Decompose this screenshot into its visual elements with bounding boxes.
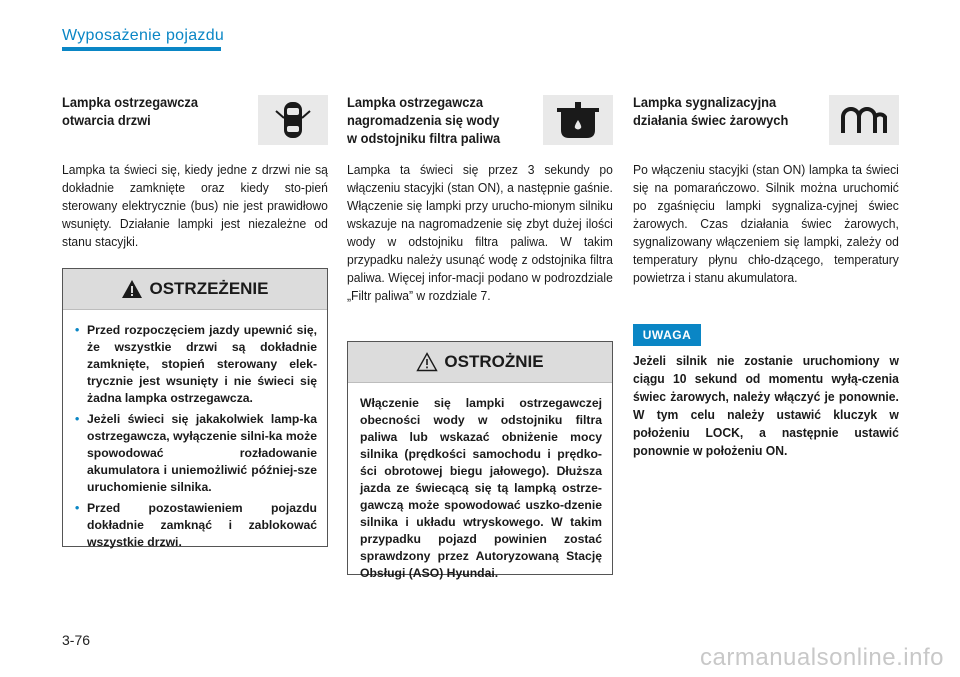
section-title-underline <box>62 47 221 51</box>
glow-plug-icon <box>829 95 899 145</box>
caution-body: Włączenie się lampki ostrzegawczej obecności wody w odstojniku filtra paliwa lub wskazać obniżenie mocy silnika (prędkości samochodu i prędko-ści obrotowej biegu jałowego). Dłuższa jazda ze świecącą się tą lampką ostrze-gawczą może spowodować uszko-dzenie silnika i układu wtryskowego. W takim przypadku pojazd powinien zostać sprawdzony przez Autoryzowaną Stację Obsługi (ASO) Hyundai. <box>360 396 602 580</box>
bullet-icon: • <box>75 412 80 426</box>
caution-box <box>347 341 613 580</box>
water-fuel-body: Lampka ta świeci się przez 3 sekundy po włączeniu stacyjki (stan ON), a następnie gaśnie. Włączenie się lampki przy urucho-mionym silniku wskazuje na nagromadzenie się zbyt dużej ilości wody w odstojniku filtra paliwa. W takim przypadku należy usunąć wodę z odstojnika filtra paliwa. Więcej infor-macji podano w podrozdziale „Filtr paliwa” w rozdziale 7. <box>347 162 613 303</box>
warning-item: • Jeżeli świeci się jakakolwiek lamp-ka ostrzegawcza, wyłączenie silni-ka może spowodować rozładowanie akumulatora i uniemożliwić później-sze uruchomienie silnika. <box>75 412 317 494</box>
column-glow-plug <box>633 93 899 287</box>
bullet-icon: • <box>75 501 80 515</box>
warning-title: OSTRZEŻENIE <box>149 279 269 298</box>
notice-body: Jeżeli silnik nie zostanie uruchomiony w ciągu 10 sekund od momentu wyłą-czenia świec żarowych, należy włączyć je ponownie. W tym celu należy ustawić kluczyk w położeniu LOCK, a następnie ustawić ponownie w położeniu ON. <box>633 353 899 458</box>
warning-item: • Przed rozpoczęciem jazdy upewnić się, że wszystkie drzwi są dokładnie zamknięte, stopień sterowany elek-trycznie jest wsunięty i nie świeci się żadna lampka ostrzegawcza. <box>75 323 317 405</box>
water-in-fuel-filter-icon <box>543 95 613 145</box>
door-open-warning-icon <box>258 95 328 145</box>
warning-box <box>62 268 328 547</box>
door-warning-body: Lampka ta świeci się, kiedy jedne z drzwi nie są dokładnie zamknięte oraz kiedy sto-pień sterowany elektrycznie (bus) nie jest prawidłowo wsunięty. Działanie lampki jest niezależne od stanu stacyjki. <box>62 162 328 249</box>
warning-header <box>63 269 327 310</box>
caution-title: OSTROŻNIE <box>444 352 544 371</box>
column-water-fuel <box>347 93 613 305</box>
notice-badge: UWAGA <box>633 324 701 346</box>
warning-triangle-icon <box>121 279 143 299</box>
caution-header <box>348 342 612 383</box>
section-title: Wyposażenie pojazdu <box>62 27 225 44</box>
door-warning-title: Lampka ostrzegawcza otwarcia drzwi <box>62 94 199 128</box>
water-fuel-title: Lampka ostrzegawcza nagromadzenia się wody w odstojniku filtra paliwa <box>347 94 501 146</box>
warning-item: • Przed pozostawieniem pojazdu dokładnie zamknąć i zablokować wszystkie drzwi. <box>75 501 317 549</box>
watermark: carmanualsonline.info <box>700 644 944 671</box>
glow-plug-body: Po włączeniu stacyjki (stan ON) lampka ta świeci się na pomarańczowo. Silnik można uruchomić po zgaśnięciu lampki sygnaliza-cyjnej świec żarowych. Czas działania świec żarowych, sygnalizowany włączeniem się lampki, zależy od temperatury płynu chło-dzącego, temperatury powietrza i stanu akumulatora. <box>633 162 899 285</box>
caution-triangle-icon <box>416 352 438 372</box>
column-door-warning <box>62 93 328 251</box>
page-number: 3-76 <box>62 632 91 648</box>
bullet-icon: • <box>75 323 80 337</box>
glow-plug-title: Lampka sygnalizacyjna działania świec żarowych <box>633 94 789 128</box>
